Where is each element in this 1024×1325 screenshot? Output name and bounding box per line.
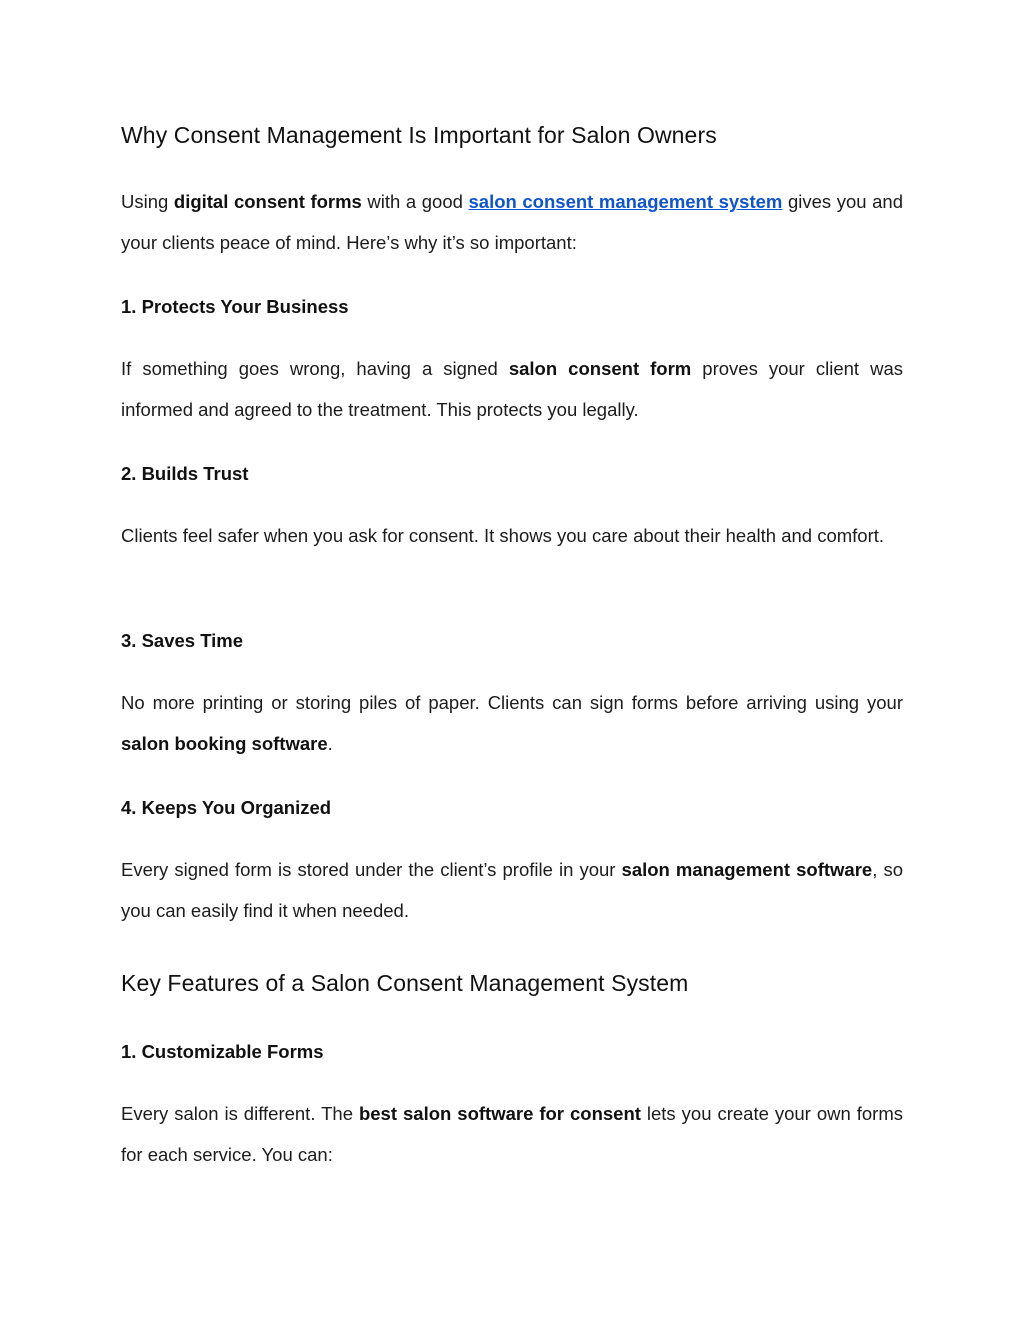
protects-text-1: If something goes wrong, having a signed (121, 358, 509, 379)
intro-bold-digital-consent-forms: digital consent forms (173, 191, 362, 212)
heading-builds-trust: 2. Builds Trust (121, 463, 249, 484)
time-text-1: No more printing or storing piles of paper. Clients can sign forms before arriving using your (121, 692, 903, 713)
paragraph-customizable-forms (121, 1093, 903, 1175)
protects-text-2: proves your client was informed and agreed to the treatment. This protects you legally. (121, 358, 903, 420)
heading-protects-business: 1. Protects Your Business (121, 296, 349, 317)
paragraph-saves-time (121, 682, 903, 764)
time-bold-salon-booking-software: salon booking software (121, 733, 328, 754)
intro-text-3: gives you and your clients peace of mind. Here’s why it’s so important: (121, 191, 903, 253)
trust-text-1: Clients feel safer when you ask for consent. It shows you care about their health and comfort. (121, 525, 885, 546)
heading-keeps-organized: 4. Keeps You Organized (121, 797, 332, 818)
heading-saves-time: 3. Saves Time (121, 630, 244, 651)
intro-text-2: with a good (361, 191, 469, 212)
custom-text-2: lets you create your own forms for each service. You can: (121, 1103, 903, 1165)
heading-customizable-forms: 1. Customizable Forms (121, 1041, 324, 1062)
salon-consent-management-system-link[interactable]: salon consent management system (468, 191, 783, 212)
organized-bold-salon-management-software: salon management software (621, 859, 873, 880)
protects-bold-salon-consent-form: salon consent form (508, 358, 692, 379)
intro-text-1: Using (121, 191, 174, 212)
paragraph-protects-business (121, 348, 903, 430)
organized-text-1: Every signed form is stored under the client’s profile in your (121, 859, 622, 880)
paragraph-keeps-organized (121, 849, 903, 931)
organized-text-2: , so you can easily find it when needed. (121, 859, 903, 921)
paragraph-builds-trust (121, 515, 903, 556)
custom-text-1: Every salon is different. The (121, 1103, 359, 1124)
section-title-key-features: Key Features of a Salon Consent Management System (121, 970, 689, 996)
section-title-consent-importance: Why Consent Management Is Important for Salon Owners (121, 122, 717, 148)
custom-bold-best-salon-software: best salon software for consent (358, 1103, 641, 1124)
time-text-2: . (327, 733, 333, 754)
intro-paragraph (121, 181, 903, 263)
